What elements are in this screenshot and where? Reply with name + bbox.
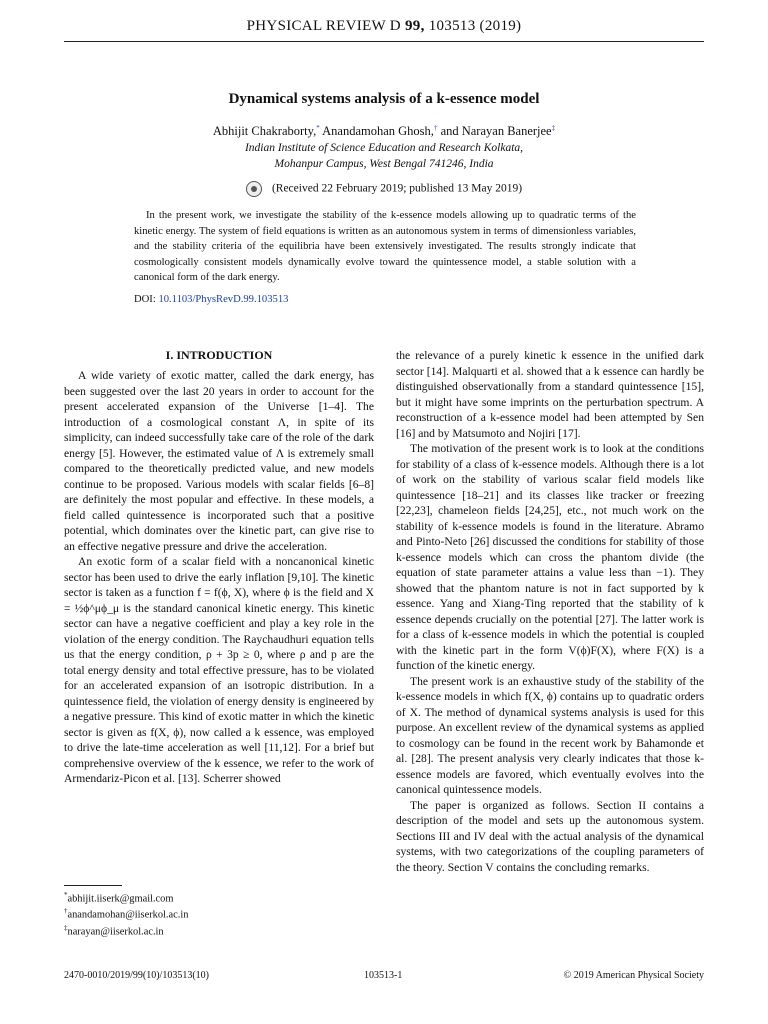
- doi-link[interactable]: 10.1103/PhysRevD.99.103513: [158, 294, 289, 305]
- email[interactable]: abhijit.iiserk@gmail.com: [67, 893, 174, 905]
- journal-header: [64, 18, 704, 35]
- received-text: (Received 22 February 2019; published 13 May 2019): [271, 182, 523, 195]
- doi-label: DOI:: [134, 294, 156, 305]
- footnote-mark[interactable]: ‡: [551, 124, 556, 132]
- paragraph: The motivation of the present work is to look at the conditions for stability of a class of k-essence models. Although there is a lot of work on the stability of various scalar field models like quintessence [18–21] and its classes like tracker or freezing [22,23], chameleon fields [24,25], etc., not much work on the stability of k-essence models is found in the literature. Abramo and Pinto-Neto [26] discussed the conditions for stability of those k-essence models which can cross the phantom divide (the equation of state parameter attains a value less than −1). They showed that the phantom nature is not in fact supported by k essence. Yang and Xiang-Ting reported that the stability of k essence depends crucially on the potential [27]. The latter work is for a class of k-essence models in which the potential is coupled with the kinetic part in the form V(ϕ)F(X), where F(X) is a function of the kinetic energy.: [396, 442, 704, 672]
- article-year: 103513 (2019): [428, 18, 522, 34]
- section-heading: I. INTRODUCTION: [165, 348, 273, 362]
- author-name: Abhijit Chakraborty,: [212, 124, 317, 139]
- paragraph: An exotic form of a scalar field with a noncanonical kinetic sector has been used to drive the early inflation [9,10]. The kinetic sector is taken as a function f = f(ϕ, X), where ϕ is the field and X = ½ϕ^μϕ_μ is the standard canonical kinetic energy. This kinetic sector can have a negative coefficient and play a key role in the violation of the energy condition. The Raychaudhuri equation tells us that the energy condition, ρ + 3p ≥ 0, where ρ and p are the total energy density and total effective pressure, has to be violated for an accelerated expansion of an isotropic distribution. In a quintessence field, the violation of energy density is engineered by a negative pressure. This kind of exotic matter in which the kinetic sector is given as f(X, ϕ), now called a k essence, was employed to drive the late-time acceleration as well [11,12]. For a brief but comprehensive overview of the k essence, we refer to the work of Armendariz-Picon et al. [13]. Scherrer showed: [64, 555, 374, 785]
- email[interactable]: narayan@iiserkol.ac.in: [67, 926, 164, 938]
- received-dates: [64, 181, 704, 197]
- footnote-mark[interactable]: *: [316, 124, 320, 132]
- paper-title: Dynamical systems analysis of a k-essence model: [228, 91, 540, 107]
- paragraph: The paper is organized as follows. Section II contains a description of the model and sets up the autonomous system. Sections III and IV deal with the actual analysis of the dynamical systems, with two categorizations of the coupling parameters of the theory. Section V contains the concluding remarks.: [396, 798, 704, 874]
- footnote: *abhijit.iiserk@gmail.com: [64, 891, 174, 905]
- paragraph: A wide variety of exotic matter, called the dark energy, has been suggested over the last 20 years in order to account for the present accelerated expansion of the Universe [1–4]. The introduction of a cosmological constant Λ, in spite of its simplicity, can indeed successfully take care of the role of the dark energy [5]. However, the estimated value of Λ is extremely small compared to the theoretically predicted value, and new models continue to be proposed. Various models with scalar fields [6–8] are definitely the most popular and effective. In these models, a field called quintessence is incorporated such that a positive potential, which dominates over the kinetic part, can give rise to an effective negative pressure and drive the acceleration.: [64, 369, 374, 553]
- abstract: In the present work, we investigate the stability of the k-essence models allowing up to quadratic terms of the kinetic energy. The system of field equations is written as an autonomous system in terms of dimensionless variables, and the stability criteria of the equilibria have been extensively investigated. The results strongly indicate that cosmologically consistent models dynamically evolve toward the quintessence model, a stable solution with a canonical form of the dark energy.: [134, 210, 636, 284]
- footnotes: [64, 889, 188, 938]
- affiliation-line: Indian Institute of Science Education and Research Kolkata,: [244, 142, 524, 154]
- affiliation-line: Mohanpur Campus, West Bengal 741246, India: [274, 157, 494, 170]
- author-name: Anandamohan Ghosh,: [322, 124, 434, 139]
- affiliation: [64, 141, 704, 172]
- header-rule: [64, 41, 704, 42]
- doi-line: [134, 294, 288, 305]
- right-column: [396, 348, 704, 875]
- page-number: 103513-1: [364, 970, 403, 981]
- journal-volume: 99,: [404, 18, 425, 34]
- journal-name: PHYSICAL REVIEW D: [246, 18, 401, 34]
- footnote-rule: [64, 885, 122, 886]
- footnote-mark[interactable]: †: [433, 124, 438, 132]
- check-for-updates-icon[interactable]: [246, 181, 262, 197]
- left-column: [64, 348, 374, 787]
- footnote: †anandamohan@iiserkol.ac.in: [64, 907, 189, 921]
- paragraph: the relevance of a purely kinetic k essence in the unified dark sector [14]. Malquarti et al. showed that a k essence can hardly be distinguished observationally from a standard quintessence [15], but it might have some imprints on the perturbation spectrum. A reconstruction of a k-essence model had been attempted by Sen [16] and by Matsumoto and Nojiri [17].: [396, 349, 704, 440]
- copyright: © 2019 American Physical Society: [563, 970, 704, 981]
- email[interactable]: anandamohan@iiserkol.ac.in: [67, 909, 189, 921]
- author-name: and Narayan Banerjee: [440, 124, 552, 139]
- footer-issn: 2470-0010/2019/99(10)/103513(10): [64, 970, 209, 981]
- footnote: ‡narayan@iiserkol.ac.in: [64, 923, 164, 938]
- paragraph: The present work is an exhaustive study of the stability of the k-essence models in which f(X, ϕ) contains up to quadratic orders of X. The method of dynamical systems analysis is used for this purpose. An excellent review of the dynamical systems as applied to cosmology can be found in the recent work by Bahamonde et al. [28]. The present analysis very clearly indicates that those k-essence models are favored, which eventually evolves into the canonical quintessence models.: [396, 674, 704, 796]
- author-list: [64, 124, 704, 139]
